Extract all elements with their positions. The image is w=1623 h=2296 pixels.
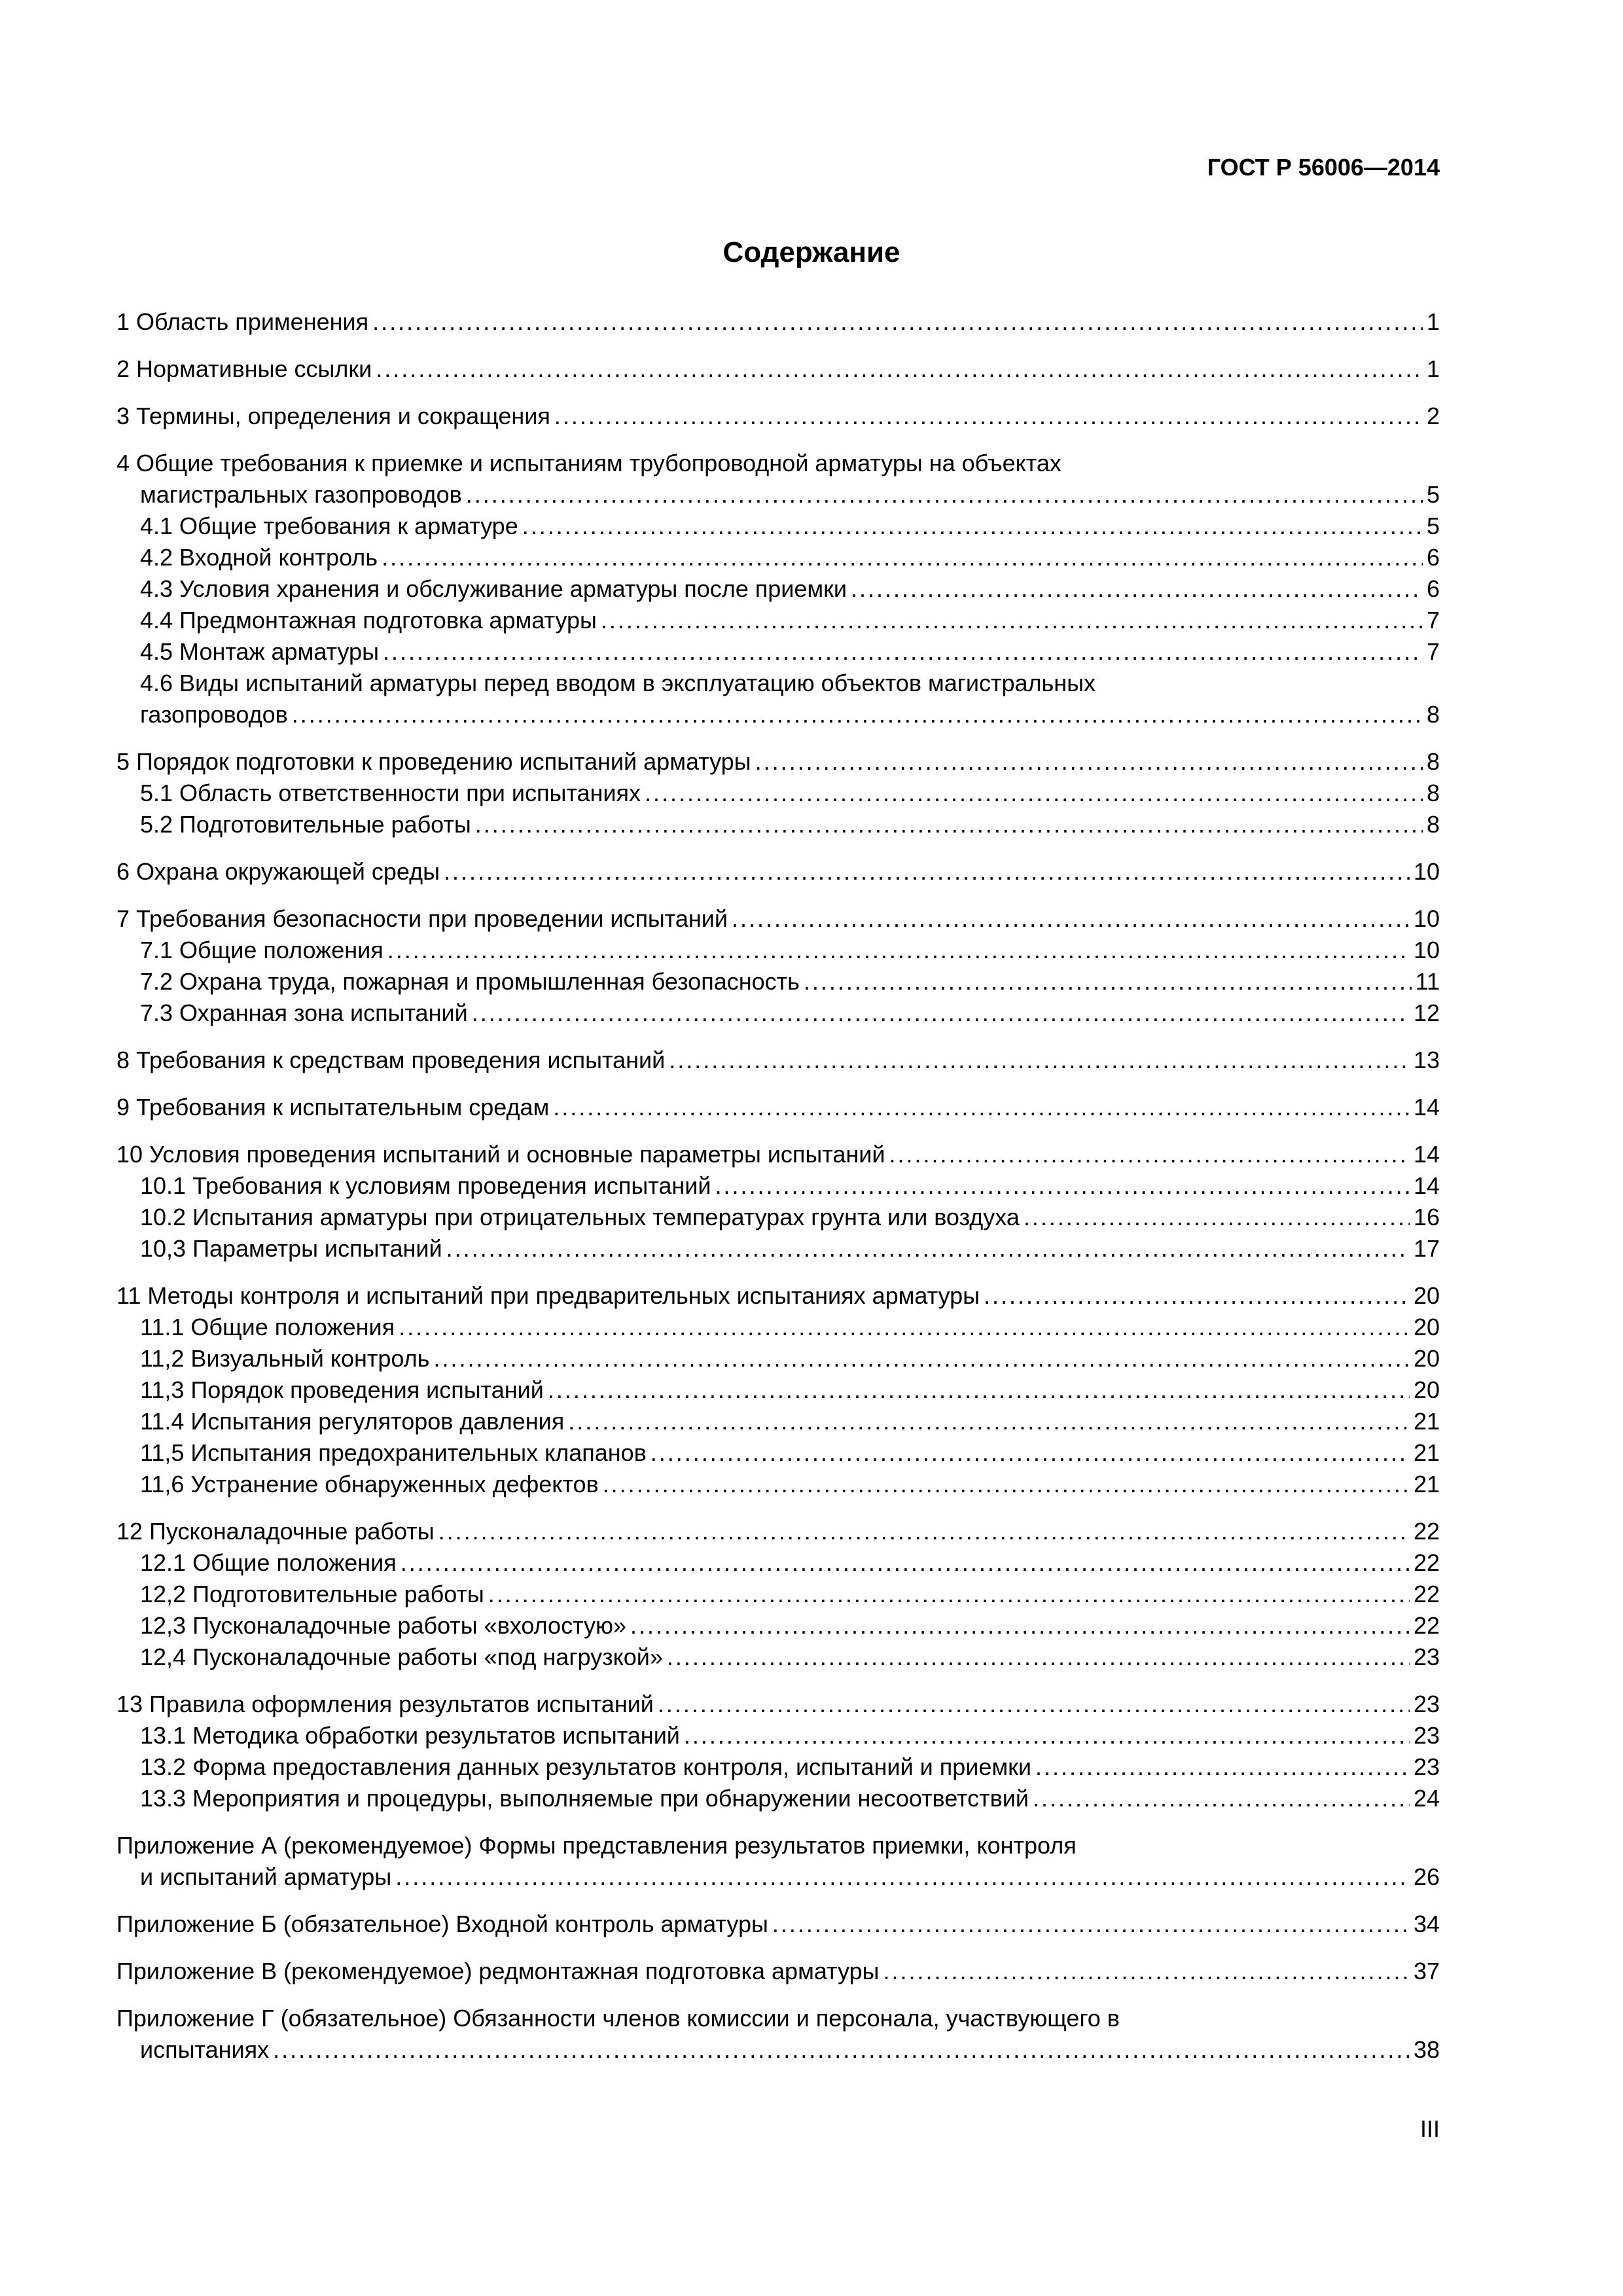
toc-section [116, 1092, 1440, 1123]
toc-section [116, 306, 1440, 338]
toc-dot-leader [292, 699, 1423, 730]
toc-entry-page: 8 [1426, 780, 1440, 806]
toc-entry-page: 21 [1413, 1408, 1440, 1435]
toc-entry-title: 13.2 Форма предоставления данных результатов контроля, испытаний и приемки [140, 1753, 1032, 1780]
toc-dot-leader [475, 809, 1423, 840]
toc-entry-title: 11.4 Испытания регуляторов давления [140, 1408, 565, 1435]
toc-entry-title: 12.1 Общие положения [140, 1549, 397, 1576]
toc-entry-page: 14 [1413, 1172, 1440, 1199]
toc-entry-page: 14 [1413, 1094, 1440, 1121]
toc-entry-page: 7 [1426, 607, 1440, 634]
toc-entry-page: 14 [1413, 1141, 1440, 1168]
toc-dot-leader [630, 1610, 1410, 1641]
toc-dot-leader [466, 479, 1423, 511]
toc-entry-page: 10 [1413, 937, 1440, 963]
toc-dot-leader [382, 542, 1423, 573]
toc-dot-leader [553, 1092, 1410, 1123]
toc-section [116, 1956, 1440, 1987]
toc-dot-leader [772, 1909, 1410, 1940]
toc-entry[interactable] [116, 1783, 1440, 1814]
toc-entry-page: 21 [1413, 1439, 1440, 1466]
toc-entry-page: 22 [1413, 1518, 1440, 1545]
toc-dot-leader [669, 1045, 1410, 1076]
toc-dot-leader [383, 636, 1423, 668]
toc-section [116, 1045, 1440, 1076]
toc-entry-title: 1 Область применения [116, 308, 369, 335]
toc-entry-title: 10.1 Требования к условиям проведения испытаний [140, 1172, 711, 1199]
toc-section [116, 1516, 1440, 1673]
toc-entry-title: 11,2 Визуальный контроль [140, 1345, 430, 1372]
toc-section [116, 1280, 1440, 1500]
toc-dot-leader [755, 746, 1423, 778]
toc-dot-leader [732, 903, 1410, 935]
toc-entry-title: 4.5 Монтаж арматуры [140, 638, 379, 665]
toc-entry-title: Приложение В (рекомендуемое) редмонтажная подготовка арматуры [116, 1958, 880, 1984]
toc-dot-leader [472, 997, 1410, 1029]
toc-entry-page: 23 [1413, 1722, 1440, 1749]
toc-entry-title: 10,3 Параметры испытаний [140, 1235, 442, 1262]
toc-entry[interactable] [116, 1312, 1440, 1343]
toc-entry-page: 1 [1426, 308, 1440, 335]
table-of-contents [116, 306, 1440, 2081]
toc-entry-title: 11,3 Порядок проведения испытаний [140, 1376, 544, 1403]
toc-section [116, 903, 1440, 1029]
toc-entry-title: 12,2 Подготовительные работы [140, 1581, 484, 1607]
toc-entry[interactable] [116, 746, 1440, 778]
toc-entry[interactable] [116, 1956, 1440, 1987]
toc-entry-page: 12 [1413, 999, 1440, 1026]
toc-entry-page: 8 [1426, 811, 1440, 838]
toc-entry-title: 9 Требования к испытательным средам [116, 1094, 550, 1121]
toc-entry[interactable] [116, 856, 1440, 888]
toc-entry-title: Приложение Б (обязательное) Входной контроль арматуры [116, 1910, 768, 1937]
toc-entry[interactable] [116, 479, 1440, 511]
toc-entry-title: 7 Требования безопасности при проведении испытаний [116, 905, 728, 932]
toc-entry[interactable] [116, 542, 1440, 573]
toc-entry-title-line: Приложение А (рекомендуемое) Формы представления результатов приемки, контроля [116, 1832, 1077, 1859]
toc-section [116, 401, 1440, 432]
toc-dot-leader [651, 1437, 1410, 1469]
toc-entry-page: 23 [1413, 1753, 1440, 1780]
toc-entry-page: 38 [1413, 2036, 1440, 2063]
toc-entry[interactable] [116, 1516, 1440, 1547]
toc-entry[interactable] [116, 1751, 1440, 1783]
toc-entry[interactable] [116, 401, 1440, 432]
toc-entry-page: 5 [1426, 481, 1440, 508]
toc-dot-leader [273, 2034, 1410, 2066]
toc-entry-title: 13.3 Мероприятия и процедуры, выполняемые при обнаружении несоответствий [140, 1785, 1029, 1812]
toc-entry-title: 11,5 Испытания предохранительных клапанов [140, 1439, 647, 1466]
toc-entry[interactable] [116, 2034, 1440, 2066]
toc-entry-title: магистральных газопроводов [140, 481, 462, 508]
toc-dot-leader [488, 1579, 1410, 1610]
toc-dot-leader [851, 573, 1423, 605]
toc-section [116, 1909, 1440, 1940]
toc-entry[interactable] [116, 1437, 1440, 1469]
toc-entry-title: 2 Нормативные ссылки [116, 355, 372, 382]
toc-dot-leader [715, 1170, 1410, 1202]
toc-entry[interactable] [116, 511, 1440, 542]
toc-dot-leader [1035, 1751, 1410, 1783]
toc-entry-page: 37 [1413, 1958, 1440, 1984]
toc-entry-title: газопроводов [140, 701, 288, 728]
toc-entry-title: 12 Пусконаладочные работы [116, 1518, 435, 1545]
toc-entry-page: 21 [1413, 1471, 1440, 1498]
toc-entry[interactable] [116, 809, 1440, 840]
toc-entry[interactable] [116, 1720, 1440, 1751]
toc-entry[interactable] [116, 903, 1440, 935]
toc-entry-title: 5.2 Подготовительные работы [140, 811, 471, 838]
toc-entry-title: 4.1 Общие требования к арматуре [140, 512, 518, 539]
toc-entry[interactable] [116, 605, 1440, 636]
toc-entry-title: 13.1 Методика обработки результатов испытаний [140, 1722, 680, 1749]
toc-entry-page: 22 [1413, 1581, 1440, 1607]
toc-entry[interactable] [116, 1170, 1440, 1202]
toc-dot-leader [658, 1689, 1410, 1720]
toc-entry-title: 4.4 Предмонтажная подготовка арматуры [140, 607, 597, 634]
toc-entry[interactable] [116, 1469, 1440, 1500]
toc-dot-leader [438, 1516, 1410, 1547]
toc-dot-leader [372, 306, 1423, 338]
toc-entry[interactable] [116, 1579, 1440, 1610]
toc-entry-title: 3 Термины, определения и сокращения [116, 403, 550, 429]
toc-section [116, 2003, 1440, 2066]
toc-entry-page: 22 [1413, 1612, 1440, 1639]
toc-dot-leader [667, 1641, 1410, 1673]
toc-entry-page: 8 [1426, 748, 1440, 775]
toc-entry[interactable] [116, 1374, 1440, 1406]
toc-entry[interactable] [116, 1689, 1440, 1720]
toc-entry[interactable] [116, 1280, 1440, 1312]
toc-entry-page: 26 [1413, 1863, 1440, 1890]
toc-entry[interactable] [116, 1045, 1440, 1076]
toc-entry[interactable] [116, 1406, 1440, 1437]
toc-entry-page: 11 [1415, 968, 1440, 995]
toc-entry-page: 20 [1413, 1282, 1440, 1309]
toc-entry[interactable] [116, 1610, 1440, 1641]
toc-entry-title: испытаниях [140, 2036, 270, 2063]
toc-dot-leader [444, 856, 1410, 888]
toc-entry[interactable] [116, 353, 1440, 385]
toc-entry-title: 13 Правила оформления результатов испытаний [116, 1691, 654, 1717]
toc-entry[interactable] [116, 573, 1440, 605]
toc-dot-leader [395, 1861, 1410, 1893]
toc-entry-title: 7.1 Общие положения [140, 937, 383, 963]
toc-entry-title-line: Приложение Г (обязательное) Обязанности членов комиссии и персонала, участвующего в [116, 2005, 1120, 2032]
toc-entry-title: 4.2 Входной контроль [140, 544, 378, 571]
toc-entry[interactable] [116, 1139, 1440, 1170]
toc-dot-leader [401, 1547, 1410, 1579]
toc-entry-page: 20 [1413, 1376, 1440, 1403]
toc-entry-title: 5 Порядок подготовки к проведению испытаний арматуры [116, 748, 751, 775]
toc-entry-title: 12,4 Пусконаладочные работы «под нагрузкой» [140, 1643, 663, 1670]
toc-dot-leader [1033, 1783, 1410, 1814]
toc-section [116, 448, 1440, 730]
toc-entry-title: 7.2 Охрана труда, пожарная и промышленная безопасность [140, 968, 800, 995]
toc-entry-page: 5 [1426, 512, 1440, 539]
toc-section [116, 1689, 1440, 1814]
toc-dot-leader [889, 1139, 1410, 1170]
toc-dot-leader [376, 353, 1423, 385]
toc-entry[interactable] [116, 1547, 1440, 1579]
toc-entry-page: 6 [1426, 575, 1440, 602]
toc-entry[interactable] [116, 1641, 1440, 1673]
toc-entry[interactable] [116, 1343, 1440, 1374]
toc-section [116, 353, 1440, 385]
toc-entry-title: 11.1 Общие положения [140, 1314, 395, 1340]
toc-entry-page: 8 [1426, 701, 1440, 728]
toc-entry-title: 4.3 Условия хранения и обслуживание арматуры после приемки [140, 575, 847, 602]
toc-dot-leader [399, 1312, 1410, 1343]
toc-entry-title: и испытаний арматуры [140, 1863, 392, 1890]
toc-entry[interactable] [116, 1861, 1440, 1893]
toc-entry-title: 11,6 Устранение обнаруженных дефектов [140, 1471, 599, 1498]
toc-entry-title: 8 Требования к средствам проведения испытаний [116, 1047, 666, 1073]
toc-entry[interactable] [116, 966, 1440, 997]
toc-dot-leader [522, 511, 1423, 542]
toc-entry[interactable] [116, 1202, 1440, 1233]
toc-entry-page: 23 [1413, 1691, 1440, 1717]
page-number: III [1419, 2115, 1440, 2142]
toc-section [116, 1830, 1440, 1893]
toc-entry-page: 22 [1413, 1549, 1440, 1576]
toc-entry-title: 11 Методы контроля и испытаний при предварительных испытаниях арматуры [116, 1282, 980, 1309]
toc-dot-leader [446, 1233, 1410, 1265]
toc-entry-title: 7.3 Охранная зона испытаний [140, 999, 468, 1026]
toc-dot-leader [433, 1343, 1410, 1374]
toc-dot-leader [984, 1280, 1410, 1312]
toc-entry-page: 10 [1413, 905, 1440, 932]
toc-entry[interactable] [116, 1092, 1440, 1123]
toc-dot-leader [554, 401, 1423, 432]
toc-dot-leader [883, 1956, 1410, 1987]
toc-entry-page: 16 [1413, 1204, 1440, 1230]
toc-entry-page: 34 [1413, 1910, 1440, 1937]
toc-entry[interactable] [116, 778, 1440, 809]
toc-entry[interactable] [116, 636, 1440, 668]
toc-entry-page: 7 [1426, 638, 1440, 665]
toc-dot-leader [684, 1720, 1410, 1751]
toc-entry-page: 20 [1413, 1345, 1440, 1372]
toc-entry-page: 2 [1426, 403, 1440, 429]
toc-section [116, 1139, 1440, 1265]
toc-entry[interactable] [116, 935, 1440, 966]
toc-dot-leader [1024, 1202, 1410, 1233]
toc-section [116, 856, 1440, 888]
toc-section [116, 746, 1440, 840]
toc-entry-title: 10.2 Испытания арматуры при отрицательных температурах грунта или воздуха [140, 1204, 1020, 1230]
toc-dot-leader [645, 778, 1423, 809]
toc-dot-leader [548, 1374, 1410, 1406]
page-title: Содержание [722, 236, 901, 268]
toc-entry[interactable] [116, 997, 1440, 1029]
toc-entry-title-line: 4.6 Виды испытаний арматуры перед вводом в эксплуатацию объектов магистральных [140, 670, 1096, 696]
toc-entry-page: 24 [1413, 1785, 1440, 1812]
toc-entry-title-line: 4 Общие требования к приемке и испытаниям трубопроводной арматуры на объектах [116, 450, 1061, 476]
toc-entry-page: 10 [1413, 858, 1440, 885]
toc-entry[interactable] [116, 1233, 1440, 1265]
toc-entry-page: 23 [1413, 1643, 1440, 1670]
toc-entry-page: 17 [1413, 1235, 1440, 1262]
document-number: ГОСТ Р 56006—2014 [1207, 154, 1440, 181]
toc-entry-title: 12,3 Пусконаладочные работы «вхолостую» [140, 1612, 626, 1639]
toc-entry[interactable] [116, 699, 1440, 730]
toc-entry-title: 10 Условия проведения испытаний и основные параметры испытаний [116, 1141, 885, 1168]
toc-entry-title: 5.1 Область ответственности при испытаниях [140, 780, 641, 806]
toc-dot-leader [603, 1469, 1410, 1500]
toc-entry-page: 1 [1426, 355, 1440, 382]
toc-dot-leader [804, 966, 1412, 997]
toc-entry-page: 6 [1426, 544, 1440, 571]
toc-dot-leader [568, 1406, 1410, 1437]
toc-dot-leader [387, 935, 1410, 966]
toc-dot-leader [601, 605, 1423, 636]
toc-entry[interactable] [116, 306, 1440, 338]
toc-entry-page: 20 [1413, 1314, 1440, 1340]
toc-entry-title: 6 Охрана окружающей среды [116, 858, 440, 885]
toc-entry-page: 13 [1413, 1047, 1440, 1073]
toc-entry[interactable] [116, 1909, 1440, 1940]
